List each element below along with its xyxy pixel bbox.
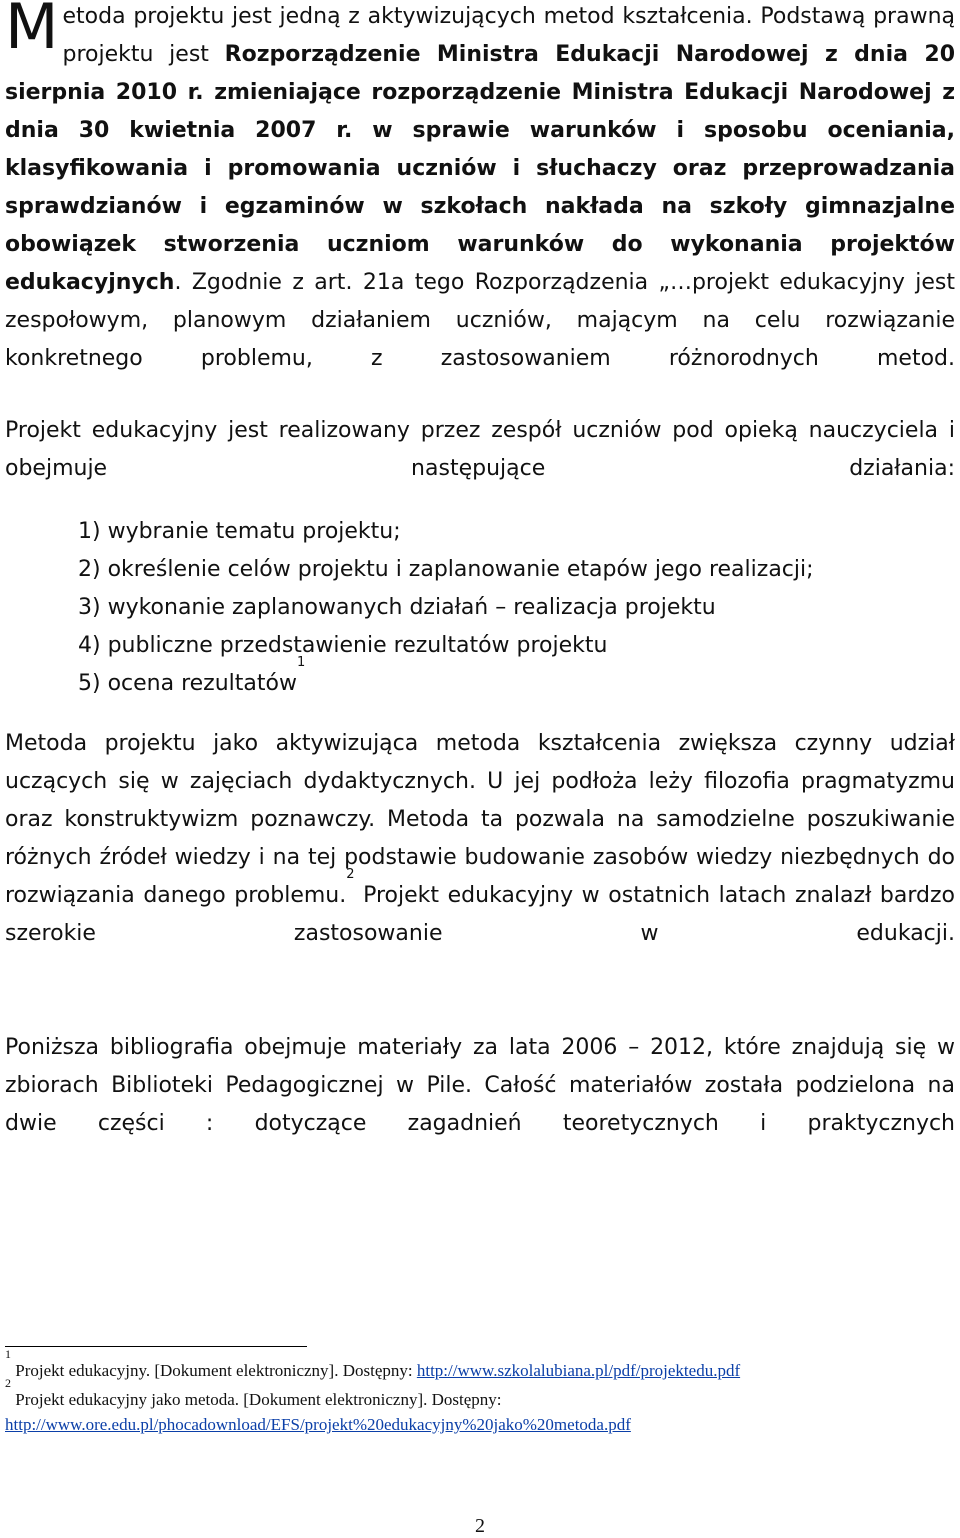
regulation-reference: Rozporządzenie Ministra Edukacji Narodowej z dnia 20 sierpnia 2010 r. zmieniające rozporządzenie Ministra Edukacji Narodowej z dnia 30 kwietnia 2007 r. w sprawie warunków i sposobu oceniania, klasyfikowania i promowania uczniów i słuchaczy oraz przeprowadzania sprawdzianów i egzaminów w szkołach nakłada na szkoły gimnazjalne obowiązek stworzenia uczniom warunków do wykonania projektów edukacyjnych xyxy=(5,42,956,295)
drop-cap: M xyxy=(5,0,59,63)
footnote-text: Projekt edukacyjny. [Dokument elektroniczny]. Dostępny: xyxy=(15,1361,417,1380)
list-item: 4) publiczne przedstawienie rezultatów projektu xyxy=(78,633,608,658)
intro-text: etoda projektu jest jedną z aktywizujących metod kształcenia. Podstawą prawną projektu jest xyxy=(62,4,955,67)
article-quote: . Zgodnie z art. 21a tego Rozporządzenia „…projekt edukacyjny jest zespołowym, planowym działaniem uczniów, mającym na celu rozwiązanie konkretnego problemu, z zastosowaniem różnorodnych metod. xyxy=(5,270,955,371)
footnote-text: Projekt edukacyjny jako metoda. [Dokument elektroniczny]. Dostępny: xyxy=(15,1390,502,1409)
bibliography-paragraph: Poniższa bibliografia obejmuje materiały za lata 2006 – 2012, które znajdują się w zbiorach Biblioteki Pedagogicznej w Pile. Całość materiałów została podzielona na dwie części : dotyczące zagadnień teoretycznych i praktycznych xyxy=(5,1035,955,1136)
footnote-mark: 1 xyxy=(5,1347,11,1361)
footnote-separator xyxy=(5,1346,307,1347)
footnote-2-link-line xyxy=(5,1414,955,1436)
project-steps-list xyxy=(78,513,948,703)
footnote-link[interactable]: http://www.ore.edu.pl/phocadownload/EFS/projekt%20edukacyjny%20jako%20metoda.pdf xyxy=(5,1415,631,1434)
method-paragraph xyxy=(5,725,955,991)
project-definition-paragraph: Projekt edukacyjny jest realizowany przez zespół uczniów pod opieką nauczyciela i obejmuje następujące działania: xyxy=(5,418,955,481)
list-item: 1) wybranie tematu projektu; xyxy=(78,519,401,544)
page-number: 2 xyxy=(475,1515,485,1537)
footnote-1 xyxy=(5,1347,955,1382)
footnote-reference-2[interactable]: 2 xyxy=(346,867,355,882)
list-item xyxy=(78,655,948,703)
footnote-link[interactable]: http://www.szkolalubiana.pl/pdf/projektedu.pdf xyxy=(416,1361,741,1380)
intro-paragraph xyxy=(5,0,955,416)
footnote-mark: 2 xyxy=(5,1376,11,1390)
list-item: 3) wykonanie zaplanowanych działań – realizacja projektu xyxy=(78,595,716,620)
method-text-tail: Projekt edukacyjny w ostatnich latach znalazł bardzo szerokie zastosowanie w edukacji. xyxy=(5,883,955,946)
footnote-reference-1[interactable]: 1 xyxy=(296,655,306,670)
method-text: Metoda projektu jako aktywizująca metoda kształcenia zwiększa czynny udział uczących się w zajęciach dydaktycznych. U jej podłoża leży filozofia pragmatyzmu oraz konstruktywizm poznawczy. Metoda ta pozwala na samodzielne poszukiwanie różnych źródeł wiedzy i na tej podstawie budowanie zasobów wiedzy niezbędnych do rozwiązania danego problemu. xyxy=(5,731,955,908)
footnote-2 xyxy=(5,1376,955,1411)
list-item: 2) określenie celów projektu i zaplanowanie etapów jego realizacji; xyxy=(78,557,814,582)
list-item-text: 5) ocena rezultatów xyxy=(78,671,297,696)
